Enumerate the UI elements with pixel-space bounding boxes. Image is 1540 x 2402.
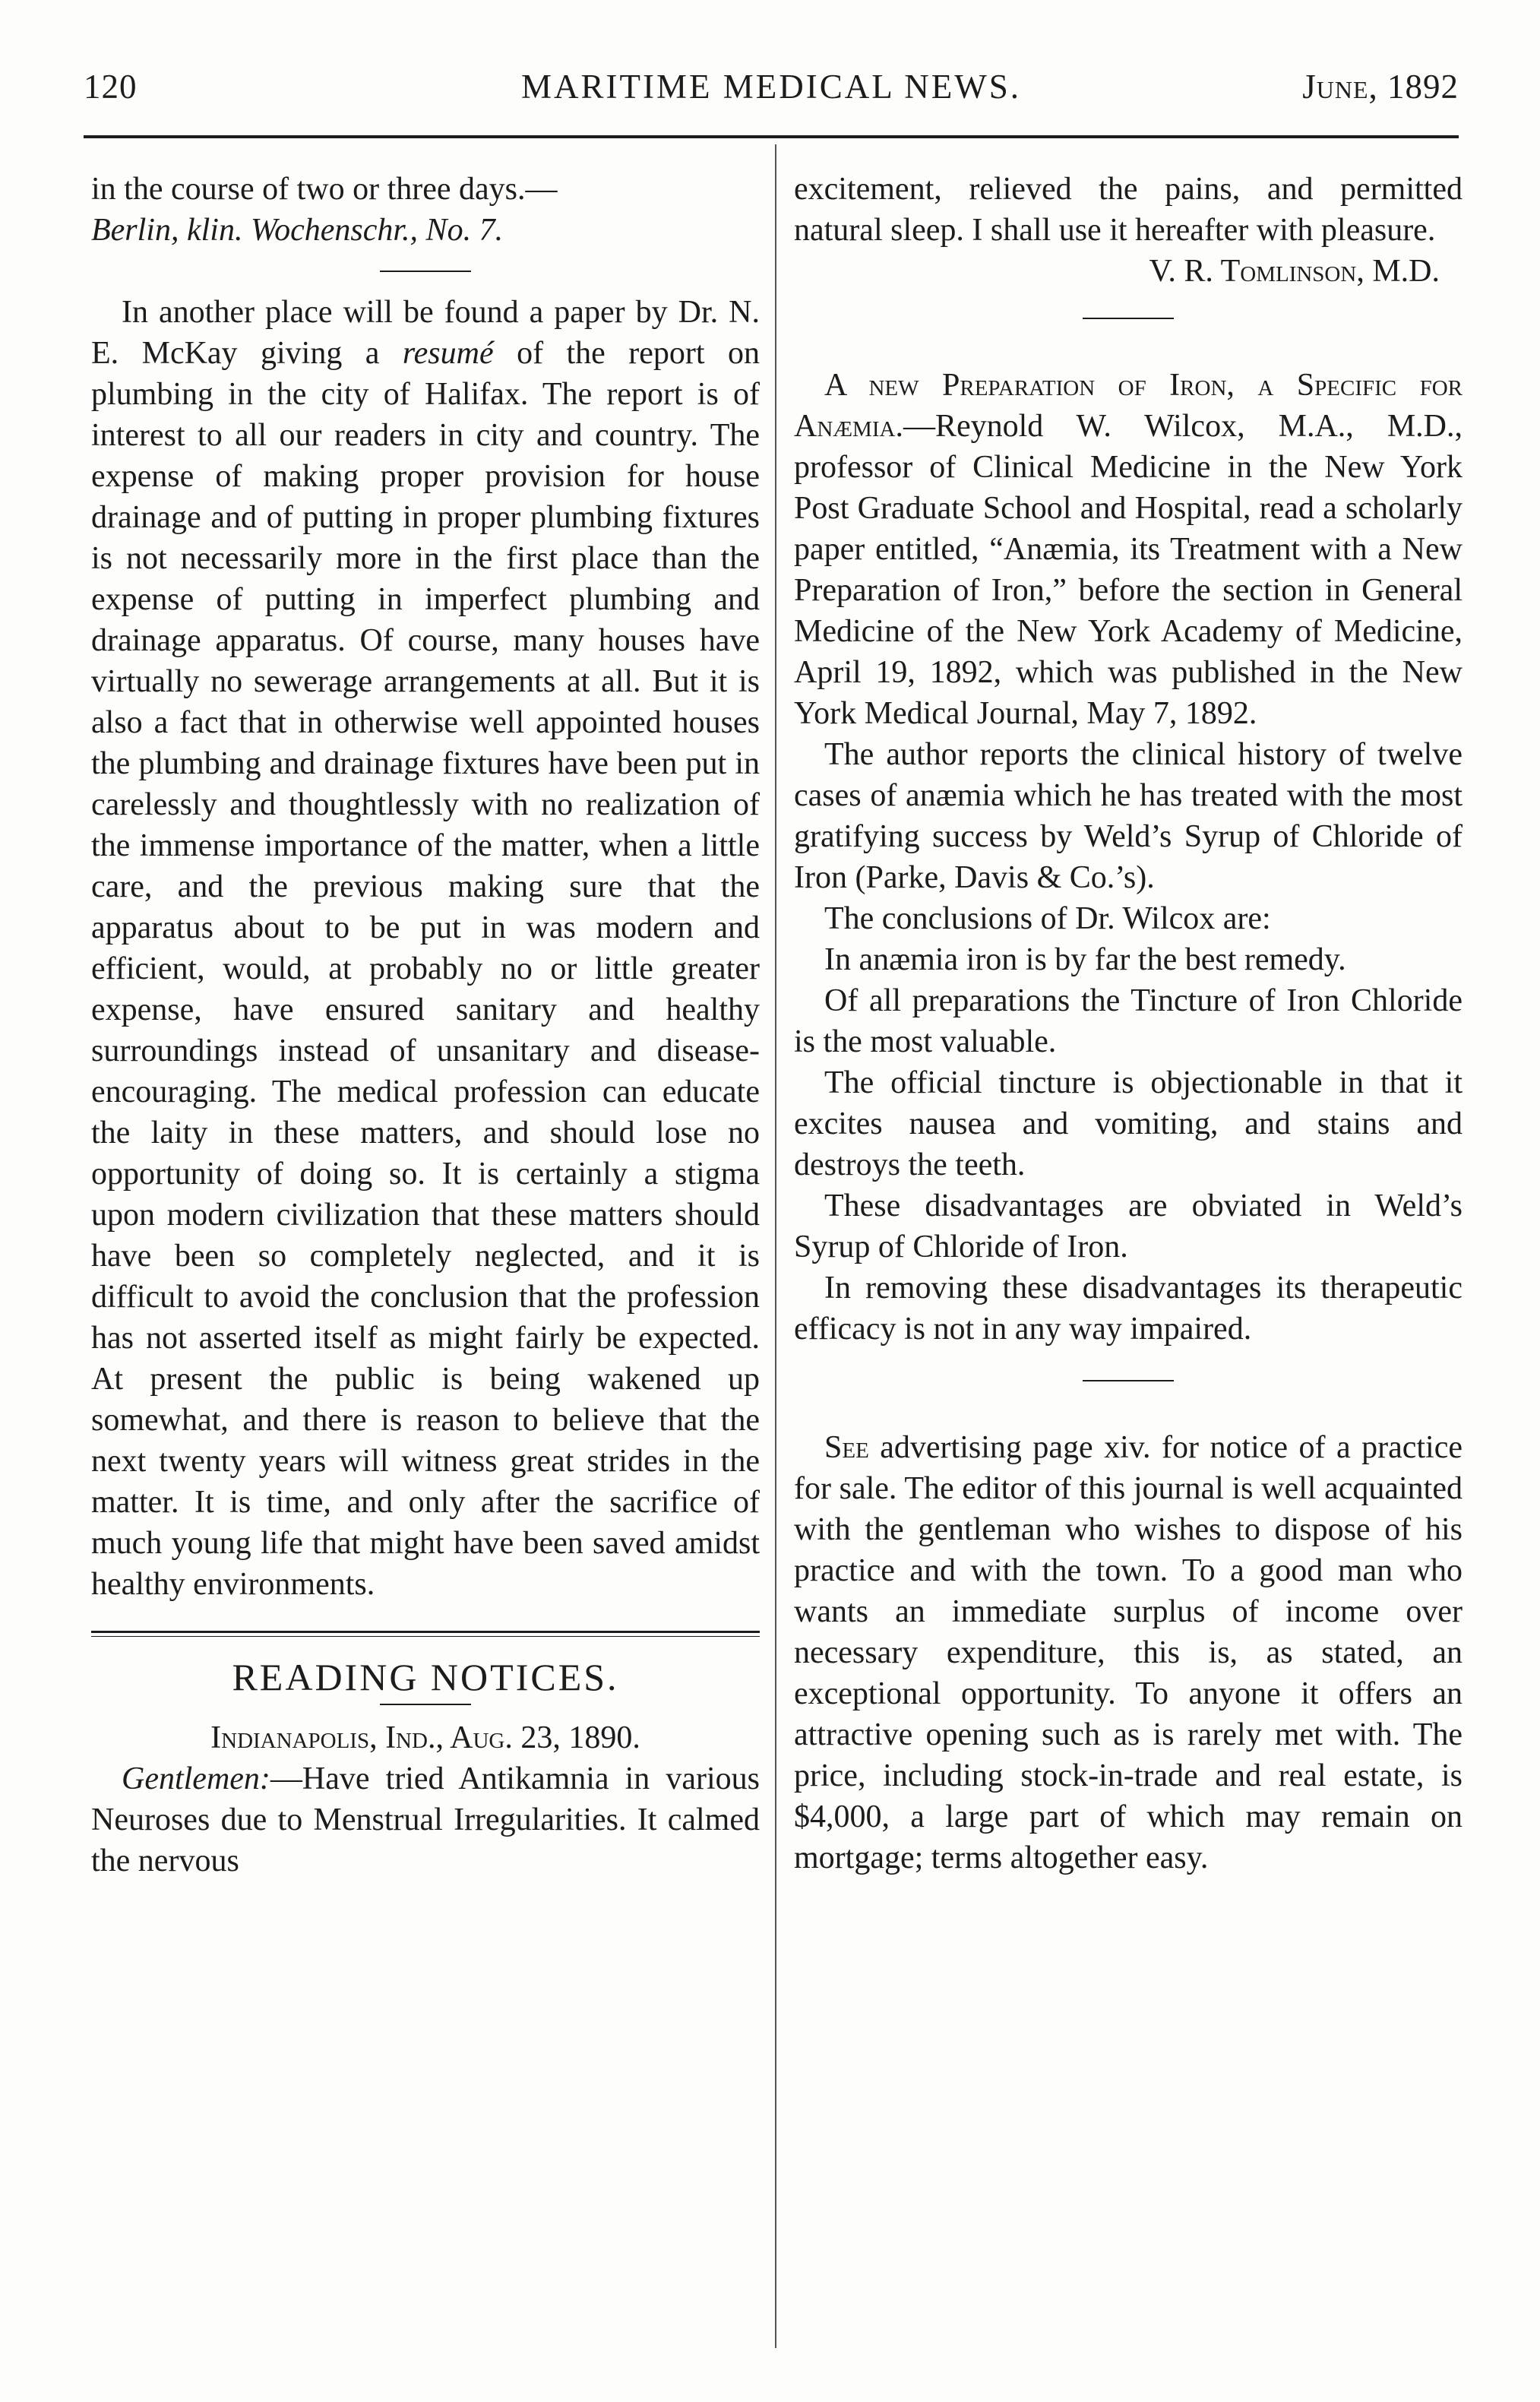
iron-paragraph: The conclusions of Dr. Wilcox are:	[824, 901, 1271, 936]
editorial-post: of the report on plumbing in the city of Halifax. The report is of interest to all our readers in city and country. The expense of making proper provision for house drainage and of putting in proper plumbing fixtures is not necessarily more in the first place than the expense of putting in imperfect plumbing and drainage apparatus. Of course, many houses have virtually no sewerage arrangements at all. But it is also a fact that in otherwise well appointed houses the plumbing and drainage fixtures have been put in carelessly and thoughtlessly with no realization of the immense importance of the matter, when a little care, and the previous making sure that the apparatus about to be put in was modern and efficient, would, at probably no or little greater expense, have ensured sanitary and healthy surroundings instead of unsanitary and disease-encouraging. The medical profession can educate the laity in these matters, and should lose no opportunity of doing so. It is certainly a stigma upon modern civilization that these matters should have been so completely neglected, and it is difficult to avoid the conclusion that the profession has not asserted itself as might fairly be expected. At present the public is being wakened up somewhat, and there is reason to believe that the next twenty years will witness great strides in the matter. It is time, and only after the sacrifice of much young life that might have been saved amidst healthy environments.	[91, 336, 760, 1602]
continued-text	[91, 169, 760, 251]
left-column	[91, 169, 760, 1881]
page-number: 120	[84, 68, 138, 106]
advertising-lead: See	[824, 1430, 869, 1465]
iron-paragraph: In anæmia iron is by far the best remedy.	[824, 942, 1346, 977]
iron-article-title: A new Preparation of Iron, a Specific for Anæmia.	[794, 368, 1463, 444]
section-rule	[1083, 1380, 1174, 1381]
editorial-paragraph	[91, 292, 760, 1605]
advertising-text: advertising page xiv. for notice of a practice for sale. The editor of this journal is well acquainted with the gentleman who wishes to dispose of his practice and with the town. To a good man who wants an immediate surplus of income over necessary expenditure, this is, as stated, an exceptional opportunity. To anyone it offers an attractive opening such as is rarely met with. The price, including stock-in-trade and real estate, is $4,000, a large part of which may remain on mortgage; terms altogether easy.	[794, 1430, 1463, 1875]
iron-paragraph: The author reports the clinical history of twelve cases of anæmia which he has treated with the most gratifying success by Weld’s Syrup of Chloride of Iron (Parke, Davis & Co.’s).	[794, 737, 1463, 895]
editorial-pre: In another place will be found a paper by Dr. N. E. McKay giving a	[91, 295, 760, 371]
section-rule	[380, 271, 471, 272]
iron-paragraph: The official tincture is objectionable in that it excites nausea and vomiting, and stains and destroys the teeth.	[794, 1065, 1463, 1182]
issue-date: June, 1892	[1302, 68, 1459, 106]
section-rule	[1083, 318, 1174, 319]
advertising-notice	[794, 1427, 1463, 1878]
letter-continued: excitement, relieved the pains, and permitted natural sleep. I shall use it hereafter with pleasure.	[794, 172, 1463, 248]
right-column	[794, 169, 1463, 1878]
letter-start: —Have tried Antikamnia in various Neuroses due to Menstrual Irregularities. It calmed the nervous	[91, 1761, 760, 1878]
iron-paragraph: Of all preparations the Tincture of Iron Chloride is the most valuable.	[794, 983, 1463, 1059]
letter-body	[91, 1758, 760, 1881]
journal-title: MARITIME MEDICAL NEWS.	[520, 68, 1022, 106]
iron-paragraph: In removing these disadvantages its therapeutic efficacy is not in any way impaired.	[794, 1271, 1463, 1347]
editorial-italic: resumé	[402, 336, 494, 371]
column-divider	[775, 144, 776, 2348]
letter-dateline: Indianapolis, Ind., Aug. 23, 1890.	[210, 1720, 640, 1755]
iron-paragraph: These disadvantages are obviated in Weld’s Syrup of Chloride of Iron.	[794, 1188, 1463, 1264]
letter-signature: V. R. Tomlinson, M.D.	[1149, 254, 1440, 289]
double-rule	[91, 1631, 760, 1637]
running-header	[84, 67, 1459, 120]
heading-rule	[380, 1704, 471, 1705]
iron-article-intro: —Reynold W. Wilcox, M.A., M.D., professor of Clinical Medicine in the New York Post Graduate School and Hospital, read a scholarly paper entitled, “Anæmia, its Treatment with a New Preparation of Iron,” before the section in General Medicine of the New York Academy of Medicine, April 19, 1892, which was published in the New York Medical Journal, May 7, 1892.	[794, 409, 1463, 731]
header-rule	[84, 135, 1459, 138]
citation-source: Berlin, klin. Wochenschr., No. 7.	[91, 213, 504, 248]
continued-text-lead: in the course of two or three days.—	[91, 172, 558, 207]
section-heading: READING NOTICES.	[232, 1656, 619, 1698]
letter-salutation: Gentlemen:	[122, 1761, 270, 1796]
iron-article-lead	[794, 365, 1463, 734]
